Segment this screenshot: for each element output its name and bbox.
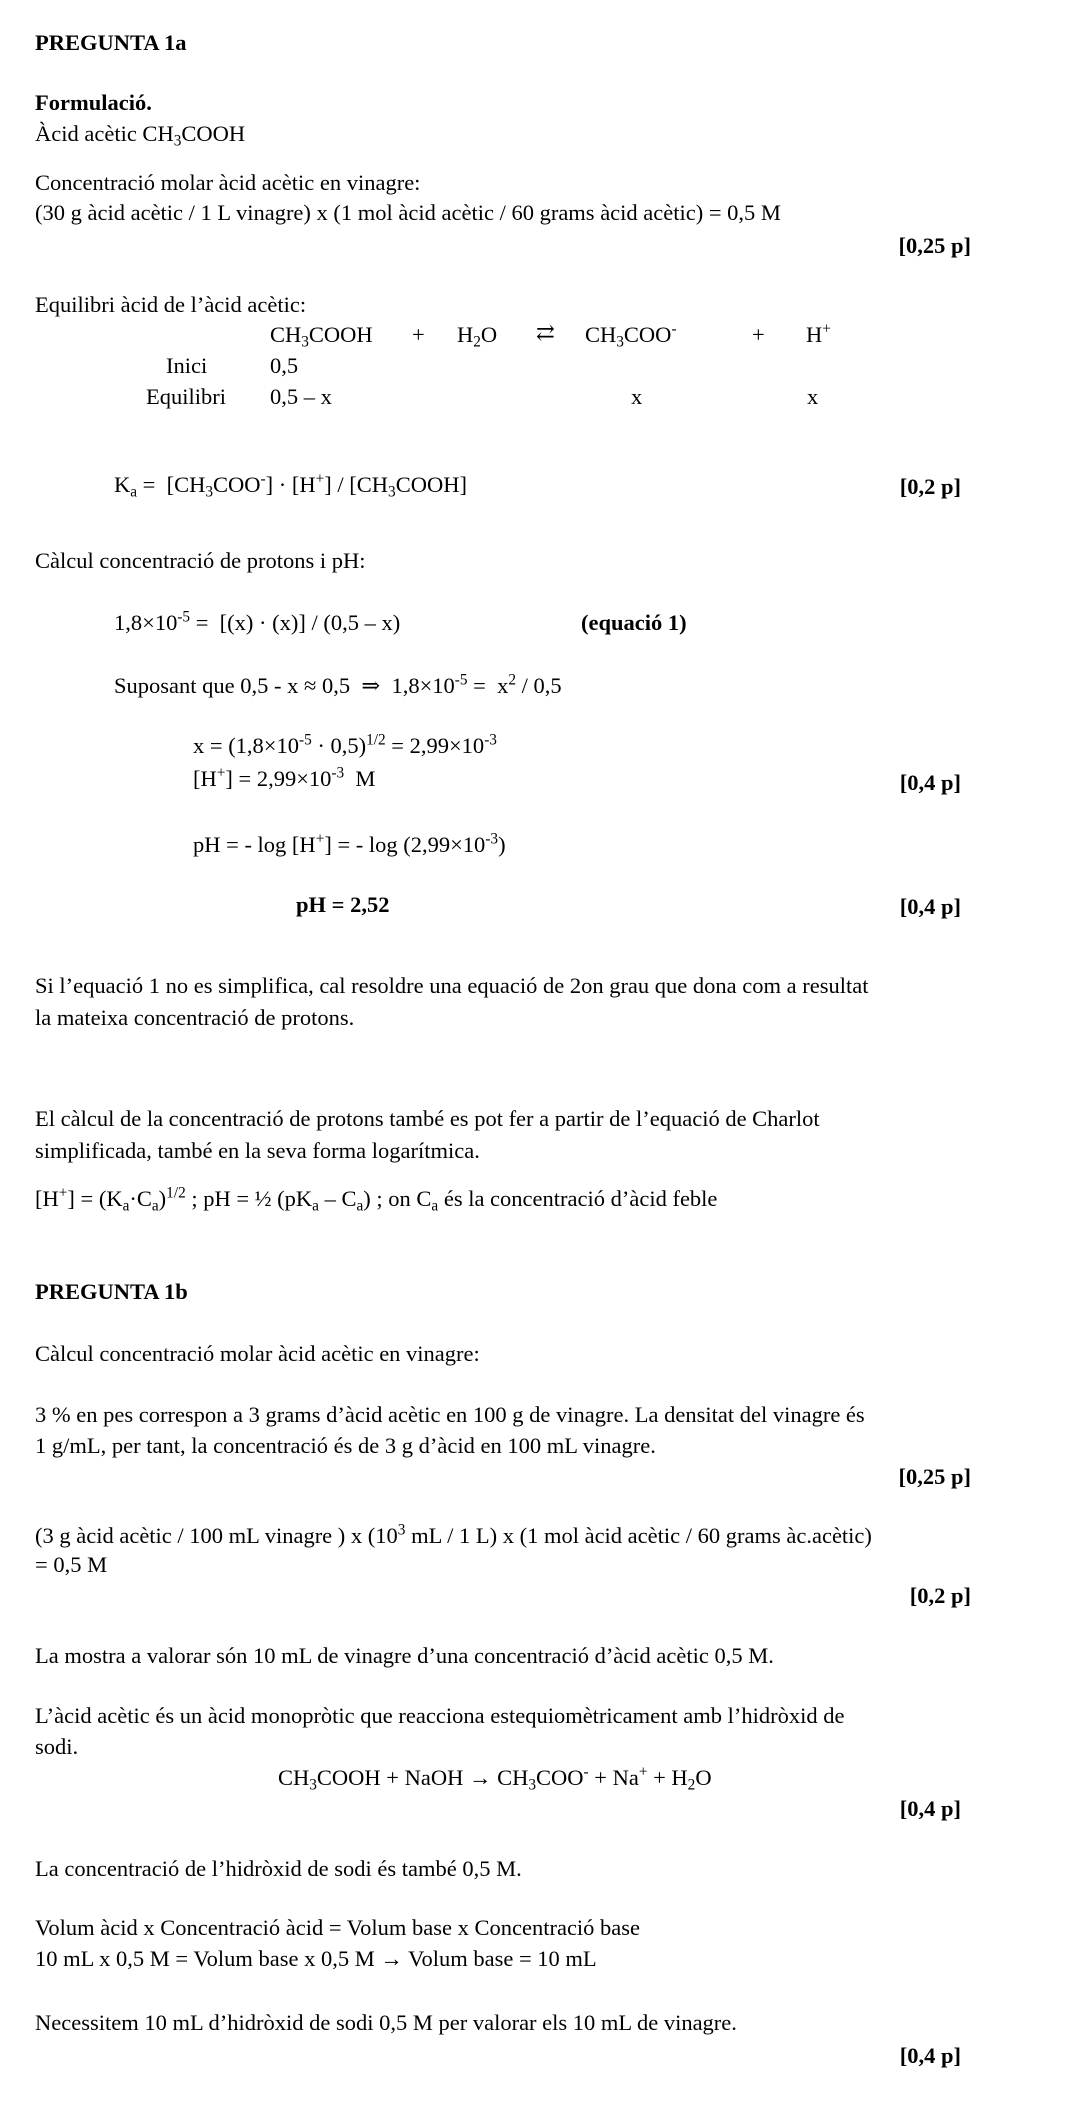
product-acetate: $CH_3COO^-$ <box>585 320 677 351</box>
charlot-line-1: El càlcul de la concentració de protons també es pot fer a partir de l’equació de Charlot <box>35 1106 820 1131</box>
inici-acid-value: 0,5 <box>270 353 299 378</box>
proton-concentration: $[H^+] = 2,99\times 10^{-3}$ M <box>193 764 376 791</box>
row-label-equilibri: Equilibri <box>146 384 226 409</box>
equation-1: $1,8\times 10^{-5} = [(x) \cdot (x)] / (0,5 - x)$ <box>114 608 401 635</box>
conclusion: Necessitem 10 mL d’hidròxid de sodi 0,5 M per valorar els 10 mL de vinagre. <box>35 2010 737 2035</box>
calc-heading: Càlcul concentració de protons i pH: <box>35 548 366 573</box>
product-proton: H+ <box>806 320 831 347</box>
equilibrium-heading: Equilibri àcid de l’àcid acètic: <box>35 292 307 317</box>
plus-sign: + <box>752 322 765 347</box>
formulation-label: Formulació. <box>35 90 152 115</box>
conc-equation: (30 g àcid acètic / 1 L vinagre) x (1 mol àcid acètic / 60 grams àcid acètic) = 0,5 M <box>35 200 781 225</box>
charlot-formula: $[H^+] = (K_a\cdot C_a)^{1/2}$ ; pH = ½ $(pK_a - C_a)$ ; on $C_a$ és la concentració d’àcid feble <box>35 1184 718 1215</box>
volume-formula: Volum àcid x Concentració àcid = Volum base x Concentració base <box>35 1915 641 1940</box>
pes-line-2: 1 g/mL, per tant, la concentració és de 3 g d’àcid en 100 mL vinagre. <box>35 1433 656 1458</box>
approximation: Suposant que 0,5 - x ≈ 0,5 ⇒ $1,8\times 10^{-5} = x^2 / 0,5$ <box>114 671 562 698</box>
naoh-concentration: La concentració de l’hidròxid de sodi és també 0,5 M. <box>35 1856 522 1881</box>
points-h: [0,4 p] <box>899 770 961 795</box>
note-line-2: la mateixa concentració de protons. <box>35 1005 355 1030</box>
q1a-title: PREGUNTA 1a <box>35 30 187 55</box>
points-ph: [0,4 p] <box>899 894 961 919</box>
x-calculation: $x = (1,8\times 10^{-5} \cdot 0,5)^{1/2} = 2,99\times 10^{-3}$ <box>193 731 497 758</box>
sample-text: La mostra a valorar són 10 mL de vinagre d’una concentració d’àcid acètic 0,5 M. <box>35 1643 774 1668</box>
equilibri-acetate-value: x <box>631 384 643 409</box>
mono-line-1: L’àcid acètic és un àcid monopròtic que reacciona estequiomètricament amb l’hidròxid de <box>35 1703 845 1728</box>
equilibrium-arrow: ⇄ <box>536 320 555 345</box>
equation-1-label: (equació 1) <box>581 610 687 635</box>
volume-calculation: 10 mL x 0,5 M = Volum base x 0,5 M → Volum base = 10 mL <box>35 1946 597 1971</box>
points-1b-4: [0,4 p] <box>899 2043 961 2068</box>
pes-line-1: 3 % en pes correspon a 3 grams d’àcid acètic en 100 g de vinagre. La densitat del vinagre és <box>35 1402 865 1427</box>
note-line-1: Si l’equació 1 no es simplifica, cal resoldre una equació de 2on grau que dona com a resultat <box>35 973 869 998</box>
row-label-inici: Inici <box>166 353 208 378</box>
q1b-conc-equation: (3 g àcid acètic / 100 mL vinagre ) x ($10^3$ mL / 1 L) x (1 mol àcid acètic / 60 grams àc.acètic) <box>35 1521 872 1548</box>
points-1b-3: [0,4 p] <box>899 1796 961 1821</box>
ph-expression: pH = - log [H+] = - $\log (2,99\times 10^{-3})$ <box>193 830 506 857</box>
mono-line-2: sodi. <box>35 1734 79 1759</box>
equilibri-acid-value: 0,5 – x <box>270 384 332 409</box>
charlot-line-2: simplificada, també en la seva forma logarítmica. <box>35 1138 480 1163</box>
q1b-conc-result: = 0,5 M <box>35 1552 108 1577</box>
plus-sign: + <box>412 322 425 347</box>
reactant-water: $H_2O$ <box>457 322 498 351</box>
neutralization-reaction: $CH_3COOH$ + NaOH → $CH_3COO^- + Na^+ + H_2O$ <box>278 1763 712 1794</box>
q1b-title: PREGUNTA 1b <box>35 1279 188 1304</box>
equilibri-proton-value: x <box>807 384 819 409</box>
ph-result: pH = 2,52 <box>296 892 390 917</box>
points-1b-1: [0,25 p] <box>898 1464 971 1489</box>
acid-name: Àcid acètic $CH_3COOH$ <box>35 121 246 150</box>
points-ka: [0,2 p] <box>899 474 961 499</box>
ka-expression: $K_a = [CH_3COO^-] \cdot [H^+]$ / $[CH_3COOH]$ <box>114 470 467 501</box>
reactant-acid: $CH_3COOH$ <box>270 322 373 351</box>
conc-heading: Concentració molar àcid acètic en vinagre: <box>35 170 421 195</box>
points-1b-2: [0,2 p] <box>909 1583 971 1608</box>
points-conc: [0,25 p] <box>898 233 971 258</box>
q1b-conc-heading: Càlcul concentració molar àcid acètic en vinagre: <box>35 1341 480 1366</box>
